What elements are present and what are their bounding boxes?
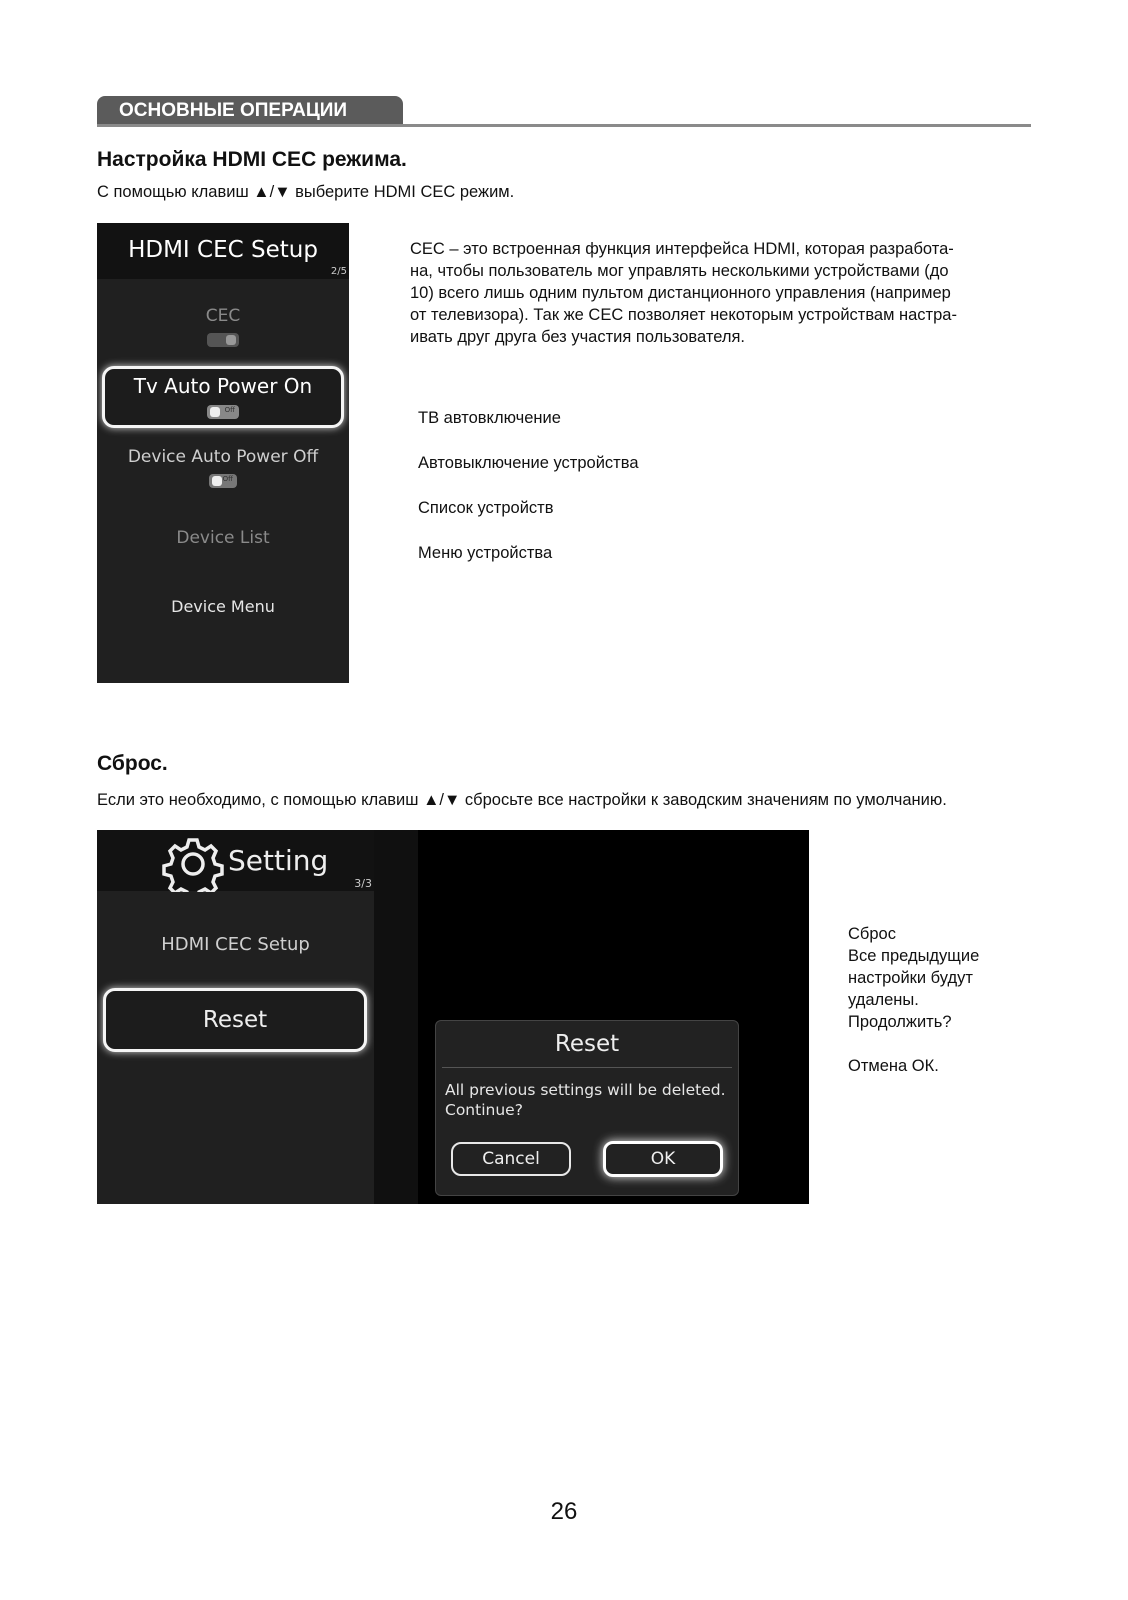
tv-auto-power-toggle[interactable]: Off (207, 405, 239, 419)
side-text-spacer (848, 1033, 979, 1055)
menu-item-device-list[interactable]: Device List (176, 528, 270, 548)
screen-header (97, 830, 374, 891)
description-line: CEC – это встроенная функция интерфейса HDMI, которая разработа- (410, 240, 954, 258)
cec-toggle[interactable] (207, 333, 239, 347)
label-device-list: Список устройств (418, 499, 554, 517)
page-indicator: 3/3 (354, 877, 372, 890)
page-indicator: 2/5 (330, 266, 347, 277)
page-number: 26 (550, 1498, 578, 1525)
side-text-line: Все предыдущие (848, 947, 980, 965)
section-header-rule (97, 124, 1031, 127)
dialog-message-line: Continue? (445, 1101, 523, 1119)
screen-title: HDMI CEC Setup (128, 237, 318, 263)
description-line: 10) всего лишь одним пультом дистанционного управления (например (410, 284, 951, 302)
menu-item-tv-auto-power-on[interactable] (102, 366, 344, 428)
dialog-message-line: All previous settings will be deleted. (445, 1081, 726, 1099)
setting-screen (97, 830, 809, 1204)
reset-side-text (848, 923, 979, 1077)
screen-title: Setting (228, 844, 329, 877)
cec-description (410, 238, 957, 348)
side-text-line: Сброс (848, 925, 896, 943)
label-device-menu: Меню устройства (418, 544, 553, 562)
gear-icon (162, 836, 224, 892)
description-line: ивать друг друга без участия пользователя. (410, 328, 745, 346)
section-header-tab: ОСНОВНЫЕ ОПЕРАЦИИ (97, 96, 403, 126)
label-tv-auto-on: ТВ автовключение (418, 409, 561, 427)
device-auto-power-toggle[interactable]: Off (209, 474, 237, 488)
cec-heading: Настройка HDMI CEC режима. (97, 148, 407, 171)
hdmi-cec-screen (97, 223, 349, 683)
pane-divider (374, 830, 418, 1204)
dialog-divider (442, 1067, 732, 1068)
menu-item-label: Tv Auto Power On (133, 374, 313, 398)
menu-item-reset[interactable]: Reset (103, 988, 367, 1052)
description-line: от телевизора). Так же CEC позволяет некоторым устройствам настра- (410, 306, 957, 324)
cec-instruction: С помощью клавиш ▲/▼ выберите HDMI CEC режим. (97, 183, 515, 201)
menu-item-label: Device Auto Power Off (127, 447, 319, 467)
dialog-title: Reset (554, 1031, 620, 1057)
menu-item-device-auto-power-off[interactable] (97, 447, 349, 493)
side-text-line: настройки будут (848, 969, 973, 987)
cancel-button[interactable]: Cancel (451, 1142, 571, 1176)
menu-item-label: CEC (205, 306, 241, 326)
reset-dialog (435, 1020, 739, 1196)
setting-menu-pane (97, 830, 374, 1204)
side-text-line: Продолжить? (848, 1013, 952, 1031)
dialog-message (445, 1080, 726, 1120)
ok-button[interactable]: OK (603, 1141, 723, 1177)
side-text-line: Отмена ОК. (848, 1057, 939, 1075)
screen-header (97, 223, 349, 279)
reset-heading: Сброс. (97, 752, 168, 775)
menu-item-device-menu[interactable]: Device Menu (171, 597, 275, 616)
label-device-auto-off: Автовыключение устройства (418, 454, 639, 472)
reset-instruction: Если это необходимо, с помощью клавиш ▲/▼ сбросьте все настройки к заводским значениям по умолчанию. (97, 791, 947, 809)
menu-item-cec[interactable] (97, 306, 349, 352)
menu-item-hdmi-cec-setup[interactable]: HDMI CEC Setup (161, 934, 310, 955)
description-line: на, чтобы пользователь мог управлять несколькими устройствами (до (410, 262, 949, 280)
side-text-line: удалены. (848, 991, 919, 1009)
